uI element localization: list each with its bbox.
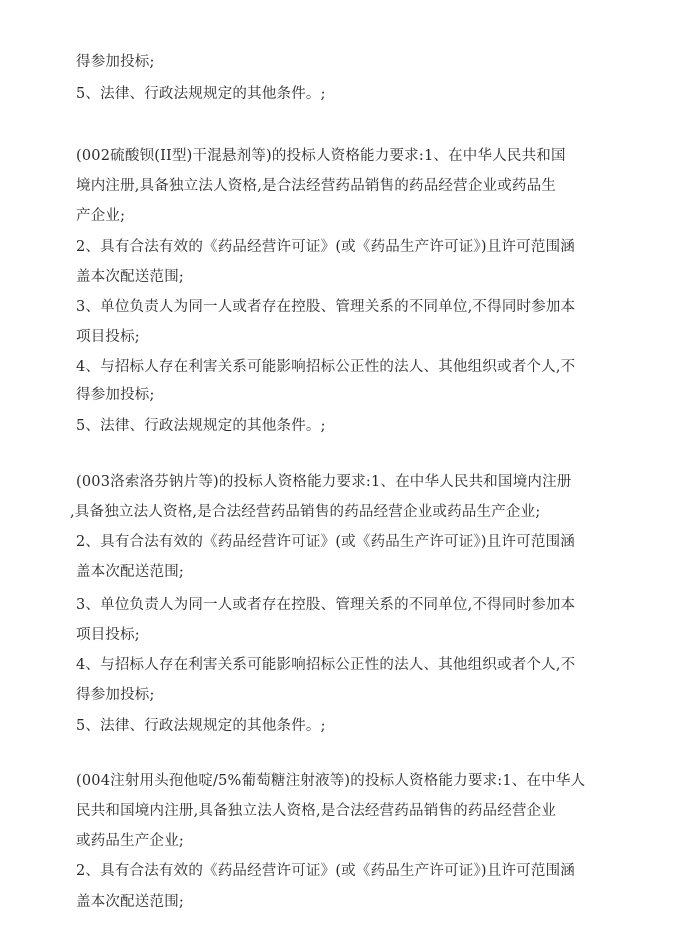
text-line: 境内注册,具备独立法人资格,是合法经营药品销售的药品经营企业或药品生 xyxy=(76,178,557,194)
text-line: 2、具有合法有效的《药品经营许可证》(或《药品生产许可证》)且许可范围涵 xyxy=(76,239,575,255)
text-line: 盖本次配送范围; xyxy=(76,564,184,580)
text-line: 4、与招标人存在利害关系可能影响招标公正性的法人、其他组织或者个人,不 xyxy=(76,657,576,673)
text-line: 得参加投标; xyxy=(76,387,155,403)
text-line: 项目投标; xyxy=(76,627,140,643)
text-line: 3、单位负责人为同一人或者存在控股、管理关系的不同单位,不得同时参加本 xyxy=(76,299,576,315)
text-line: 民共和国境内注册,具备独立法人资格,是合法经营药品销售的药品经营企业 xyxy=(76,803,557,819)
text-line: 5、法律、行政法规规定的其他条件。; xyxy=(76,418,326,434)
text-line: 3、单位负责人为同一人或者存在控股、管理关系的不同单位,不得同时参加本 xyxy=(76,597,576,613)
text-line: 或药品生产企业; xyxy=(76,833,184,849)
text-line: 5、法律、行政法规规定的其他条件。; xyxy=(76,718,326,734)
text-line: 项目投标; xyxy=(76,329,140,345)
text-line: (002硫酸钡(II型)干混悬剂等)的投标人资格能力要求:1、在中华人民共和国 xyxy=(76,148,566,164)
text-line: 产企业; xyxy=(76,208,126,224)
text-line: 5、法律、行政法规规定的其他条件。; xyxy=(76,86,326,102)
text-line: 2、具有合法有效的《药品经营许可证》(或《药品生产许可证》)且许可范围涵 xyxy=(76,534,575,550)
text-line: 得参加投标; xyxy=(76,687,155,703)
text-line: ,具备独立法人资格,是合法经营药品销售的药品经营企业或药品生产企业; xyxy=(70,504,541,520)
text-line: 盖本次配送范围; xyxy=(76,894,184,910)
text-line: 得参加投标; xyxy=(76,54,155,70)
text-line: 盖本次配送范围; xyxy=(76,269,184,285)
text-line: 4、与招标人存在利害关系可能影响招标公正性的法人、其他组织或者个人,不 xyxy=(76,359,576,375)
text-line: 2、具有合法有效的《药品经营许可证》(或《药品生产许可证》)且许可范围涵 xyxy=(76,863,575,879)
text-line: (003洛索洛芬钠片等)的投标人资格能力要求:1、在中华人民共和国境内注册 xyxy=(76,474,572,490)
text-line: (004注射用头孢他啶/5%葡萄糖注射液等)的投标人资格能力要求:1、在中华人 xyxy=(76,773,586,789)
